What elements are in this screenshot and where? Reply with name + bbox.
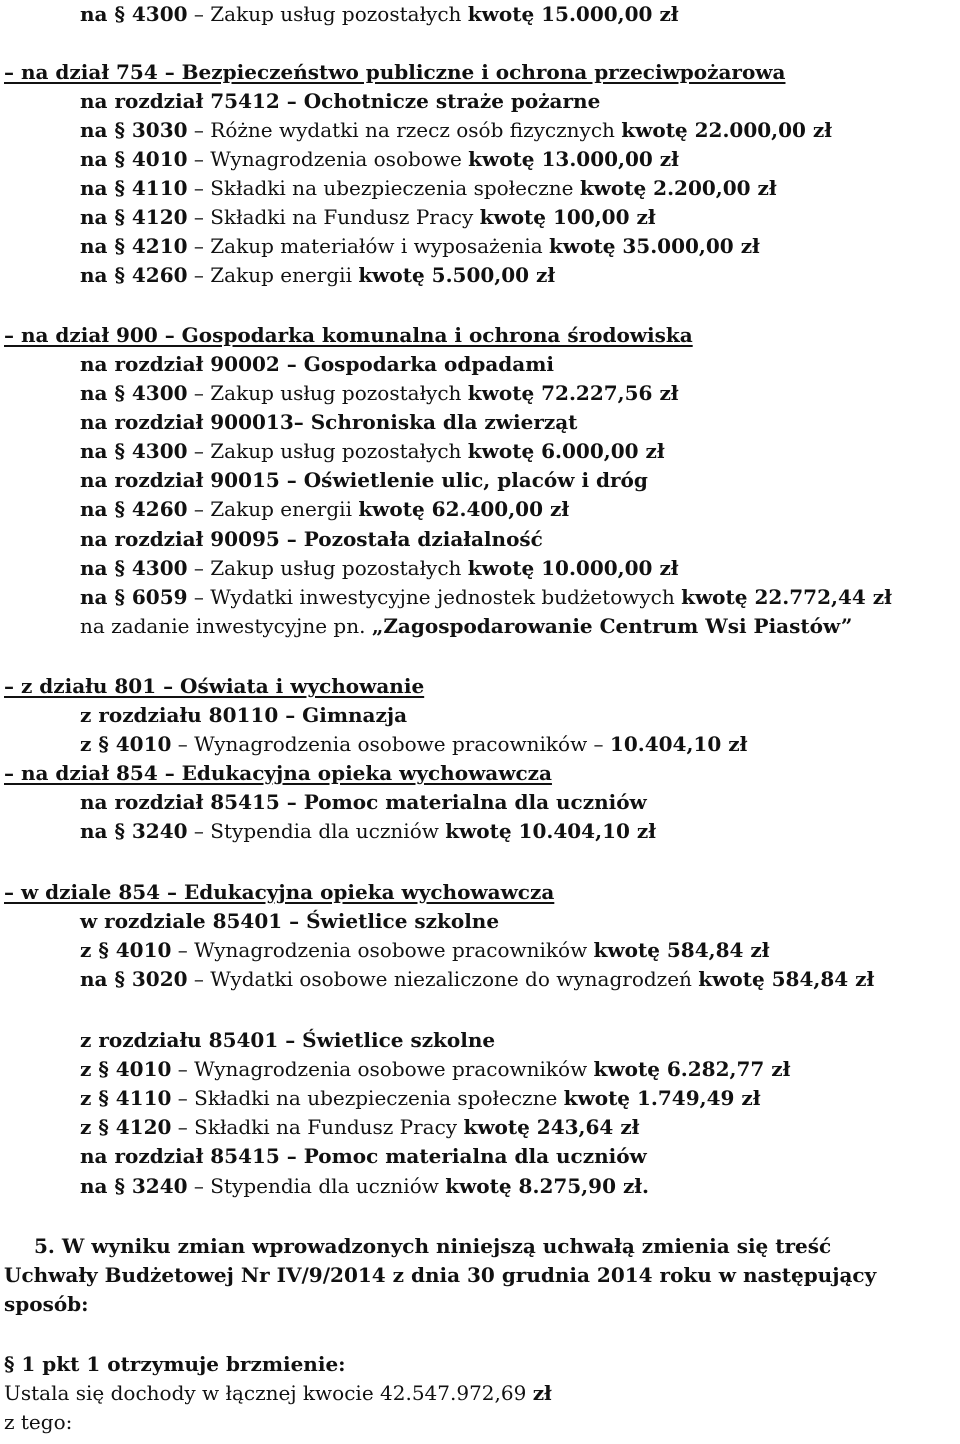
text-run: na § 6059 bbox=[80, 585, 188, 609]
paragraph-4110 bbox=[80, 174, 777, 203]
text-run: w rozdziale 85401 – Świetlice szkolne bbox=[80, 909, 500, 933]
text-run: na § 3240 bbox=[80, 1174, 188, 1198]
chapter-90015 bbox=[80, 466, 648, 495]
paragraph-6059 bbox=[80, 583, 892, 612]
paragraph-4300-90002 bbox=[80, 379, 679, 408]
chapter-85401-from bbox=[80, 1026, 495, 1055]
text-run: kwotę 22.772,44 zł bbox=[681, 585, 892, 609]
income-total bbox=[4, 1379, 552, 1408]
text-run: kwotę 35.000,00 zł bbox=[549, 234, 760, 258]
paragraph-4110-from bbox=[80, 1084, 760, 1113]
text-run: Uchwały Budżetowej Nr IV/9/2014 z dnia 30 grudnia 2014 roku w następujący bbox=[4, 1263, 877, 1287]
text-run: „Zagospodarowanie Centrum Wsi Piastów” bbox=[371, 614, 853, 638]
text-run: – Stypendia dla uczniów bbox=[187, 819, 446, 843]
text-run: kwotę 10.404,10 zł bbox=[445, 819, 656, 843]
paragraph-3030 bbox=[80, 116, 832, 145]
text-run: – Składki na ubezpieczenia społeczne bbox=[187, 176, 580, 200]
text-run: – Wynagrodzenia osobowe pracowników bbox=[171, 938, 594, 962]
text-run: z § 4110 bbox=[80, 1086, 172, 1110]
text-run: kwotę 22.000,00 zł bbox=[621, 118, 832, 142]
chapter-80110 bbox=[80, 701, 407, 730]
text-run: kwotę 584,84 zł bbox=[593, 938, 770, 962]
text-run: 10.404,10 zł bbox=[609, 732, 748, 756]
text-run: na § 4300 bbox=[80, 2, 188, 26]
text-run: na § 4010 bbox=[80, 147, 188, 171]
text-run: kwotę 243,64 zł bbox=[463, 1115, 640, 1139]
text-run: – Różne wydatki na rzecz osób fizycznych bbox=[187, 118, 622, 142]
text-run: – Składki na ubezpieczenia społeczne bbox=[171, 1086, 564, 1110]
text-run: na § 4260 bbox=[80, 263, 188, 287]
point-5-line-2 bbox=[4, 1261, 876, 1290]
chapter-900013 bbox=[80, 408, 577, 437]
text-run: – Wynagrodzenia osobowe pracowników – bbox=[171, 732, 610, 756]
text-run: – w dziale 854 – Edukacyjna opieka wychowawcza bbox=[4, 880, 555, 904]
paragraph-4010-80110 bbox=[80, 730, 747, 759]
text-run: na § 3020 bbox=[80, 967, 188, 991]
text-run: na rozdział 90015 – Oświetlenie ulic, placów i dróg bbox=[80, 468, 648, 492]
paragraph-4010 bbox=[80, 145, 679, 174]
text-run: kwotę 8.275,90 zł. bbox=[445, 1174, 649, 1198]
text-run: kwotę 6.000,00 zł bbox=[467, 439, 665, 463]
text-run: – Wydatki inwestycyjne jednostek budżetowych bbox=[187, 585, 682, 609]
paragraph-4010-85401 bbox=[80, 936, 769, 965]
section-854-heading-in bbox=[4, 878, 554, 907]
text-run: na rozdział 75412 – Ochotnicze straże pożarne bbox=[80, 89, 601, 113]
paragraph-4120-from bbox=[80, 1113, 639, 1142]
text-run: zł bbox=[532, 1381, 552, 1405]
text-run: na § 4210 bbox=[80, 234, 188, 258]
text-run: – na dział 900 – Gospodarka komunalna i ochrona środowiska bbox=[4, 323, 693, 347]
text-run: na § 4300 bbox=[80, 556, 188, 580]
text-run: – Zakup usług pozostałych bbox=[187, 439, 468, 463]
text-run: na § 4300 bbox=[80, 381, 188, 405]
text-run: z tego: bbox=[4, 1410, 73, 1434]
text-run: – Stypendia dla uczniów bbox=[187, 1174, 446, 1198]
text-run: na § 4260 bbox=[80, 497, 188, 521]
text-run: kwotę 6.282,77 zł bbox=[593, 1057, 791, 1081]
text-run: z § 4010 bbox=[80, 938, 172, 962]
text-run: na zadanie inwestycyjne pn. bbox=[80, 614, 372, 638]
text-run: 5. W wyniku zmian wprowadzonych niniejszą uchwałą zmienia się treść bbox=[34, 1234, 832, 1258]
text-run: na rozdział 90095 – Pozostała działalność bbox=[80, 527, 543, 551]
text-run: kwotę 15.000,00 zł bbox=[467, 2, 679, 26]
text-run: – Wydatki osobowe niezaliczone do wynagrodzeń bbox=[187, 967, 699, 991]
paragraph-3240-to bbox=[80, 1172, 649, 1201]
paragraph-4260-90015 bbox=[80, 495, 569, 524]
text-run: – Zakup energii bbox=[187, 263, 359, 287]
paragraph-3240 bbox=[80, 817, 656, 846]
section-854-heading-to bbox=[4, 759, 552, 788]
text-run: – na dział 854 – Edukacyjna opieka wychowawcza bbox=[4, 761, 552, 785]
text-run: na § 4300 bbox=[80, 439, 188, 463]
text-run: – Zakup usług pozostałych bbox=[187, 556, 468, 580]
chapter-90095 bbox=[80, 525, 543, 554]
text-run: kwotę 2.200,00 zł bbox=[579, 176, 777, 200]
text-run: na rozdział 900013– Schroniska dla zwierząt bbox=[80, 410, 578, 434]
text-run: – Składki na Fundusz Pracy bbox=[171, 1115, 464, 1139]
text-run: – Zakup usług pozostałych bbox=[187, 381, 468, 405]
amendment-heading bbox=[4, 1350, 346, 1379]
text-run: sposób: bbox=[4, 1292, 89, 1316]
text-run: z § 4120 bbox=[80, 1115, 172, 1139]
text-run: – Zakup materiałów i wyposażenia bbox=[187, 234, 550, 258]
of-which bbox=[4, 1408, 72, 1437]
text-run: na § 4120 bbox=[80, 205, 188, 229]
text-run: – Wynagrodzenia osobowe pracowników bbox=[171, 1057, 594, 1081]
text-run: z rozdziału 80110 – Gimnazja bbox=[80, 703, 408, 727]
text-run: kwotę 10.000,00 zł bbox=[467, 556, 679, 580]
section-801-heading bbox=[4, 672, 424, 701]
paragraph-4210 bbox=[80, 232, 760, 261]
text-run: z § 4010 bbox=[80, 1057, 172, 1081]
chapter-75412 bbox=[80, 87, 600, 116]
text-run: kwotę 62.400,00 zł bbox=[358, 497, 570, 521]
text-run: z rozdziału 85401 – Świetlice szkolne bbox=[80, 1028, 496, 1052]
text-run: – Składki na Fundusz Pracy bbox=[187, 205, 480, 229]
section-754-heading bbox=[4, 58, 785, 87]
chapter-85401 bbox=[80, 907, 499, 936]
text-run: – Zakup energii bbox=[187, 497, 359, 521]
chapter-85415 bbox=[80, 788, 647, 817]
text-run: kwotę 584,84 zł bbox=[698, 967, 875, 991]
text-run: – z działu 801 – Oświata i wychowanie bbox=[4, 674, 425, 698]
text-run: kwotę 5.500,00 zł bbox=[358, 263, 556, 287]
text-run: na rozdział 90002 – Gospodarka odpadami bbox=[80, 352, 554, 376]
chapter-85415-to bbox=[80, 1142, 647, 1171]
text-run: na § 4110 bbox=[80, 176, 188, 200]
paragraph-4300-900013 bbox=[80, 437, 665, 466]
paragraph-4300-90095 bbox=[80, 554, 679, 583]
point-5-line-3 bbox=[4, 1290, 89, 1319]
text-run: Ustala się dochody w łącznej kwocie 42.547.972,69 bbox=[4, 1381, 533, 1405]
text-run: na § 3030 bbox=[80, 118, 188, 142]
paragraph-3020 bbox=[80, 965, 874, 994]
text-run: na § 3240 bbox=[80, 819, 188, 843]
text-run: z § 4010 bbox=[80, 732, 172, 756]
paragraph-4260 bbox=[80, 261, 555, 290]
text-run: na rozdział 85415 – Pomoc materialna dla uczniów bbox=[80, 790, 647, 814]
point-5-line-1 bbox=[34, 1232, 831, 1261]
text-run: na rozdział 85415 – Pomoc materialna dla uczniów bbox=[80, 1144, 647, 1168]
paragraph-4010-from bbox=[80, 1055, 790, 1084]
investment-task bbox=[80, 612, 852, 641]
text-run: § 1 pkt 1 otrzymuje brzmienie: bbox=[4, 1352, 346, 1376]
paragraph-4300-first bbox=[80, 0, 679, 29]
section-900-heading bbox=[4, 321, 693, 350]
text-run: kwotę 13.000,00 zł bbox=[468, 147, 679, 171]
text-run: – Zakup usług pozostałych bbox=[187, 2, 468, 26]
text-run: – Wynagrodzenia osobowe bbox=[187, 147, 469, 171]
text-run: kwotę 72.227,56 zł bbox=[467, 381, 679, 405]
text-run: – na dział 754 – Bezpieczeństwo publiczne i ochrona przeciwpożarowa bbox=[4, 60, 786, 84]
paragraph-4120 bbox=[80, 203, 656, 232]
text-run: kwotę 1.749,49 zł bbox=[563, 1086, 761, 1110]
text-run: kwotę 100,00 zł bbox=[479, 205, 656, 229]
chapter-90002 bbox=[80, 350, 554, 379]
